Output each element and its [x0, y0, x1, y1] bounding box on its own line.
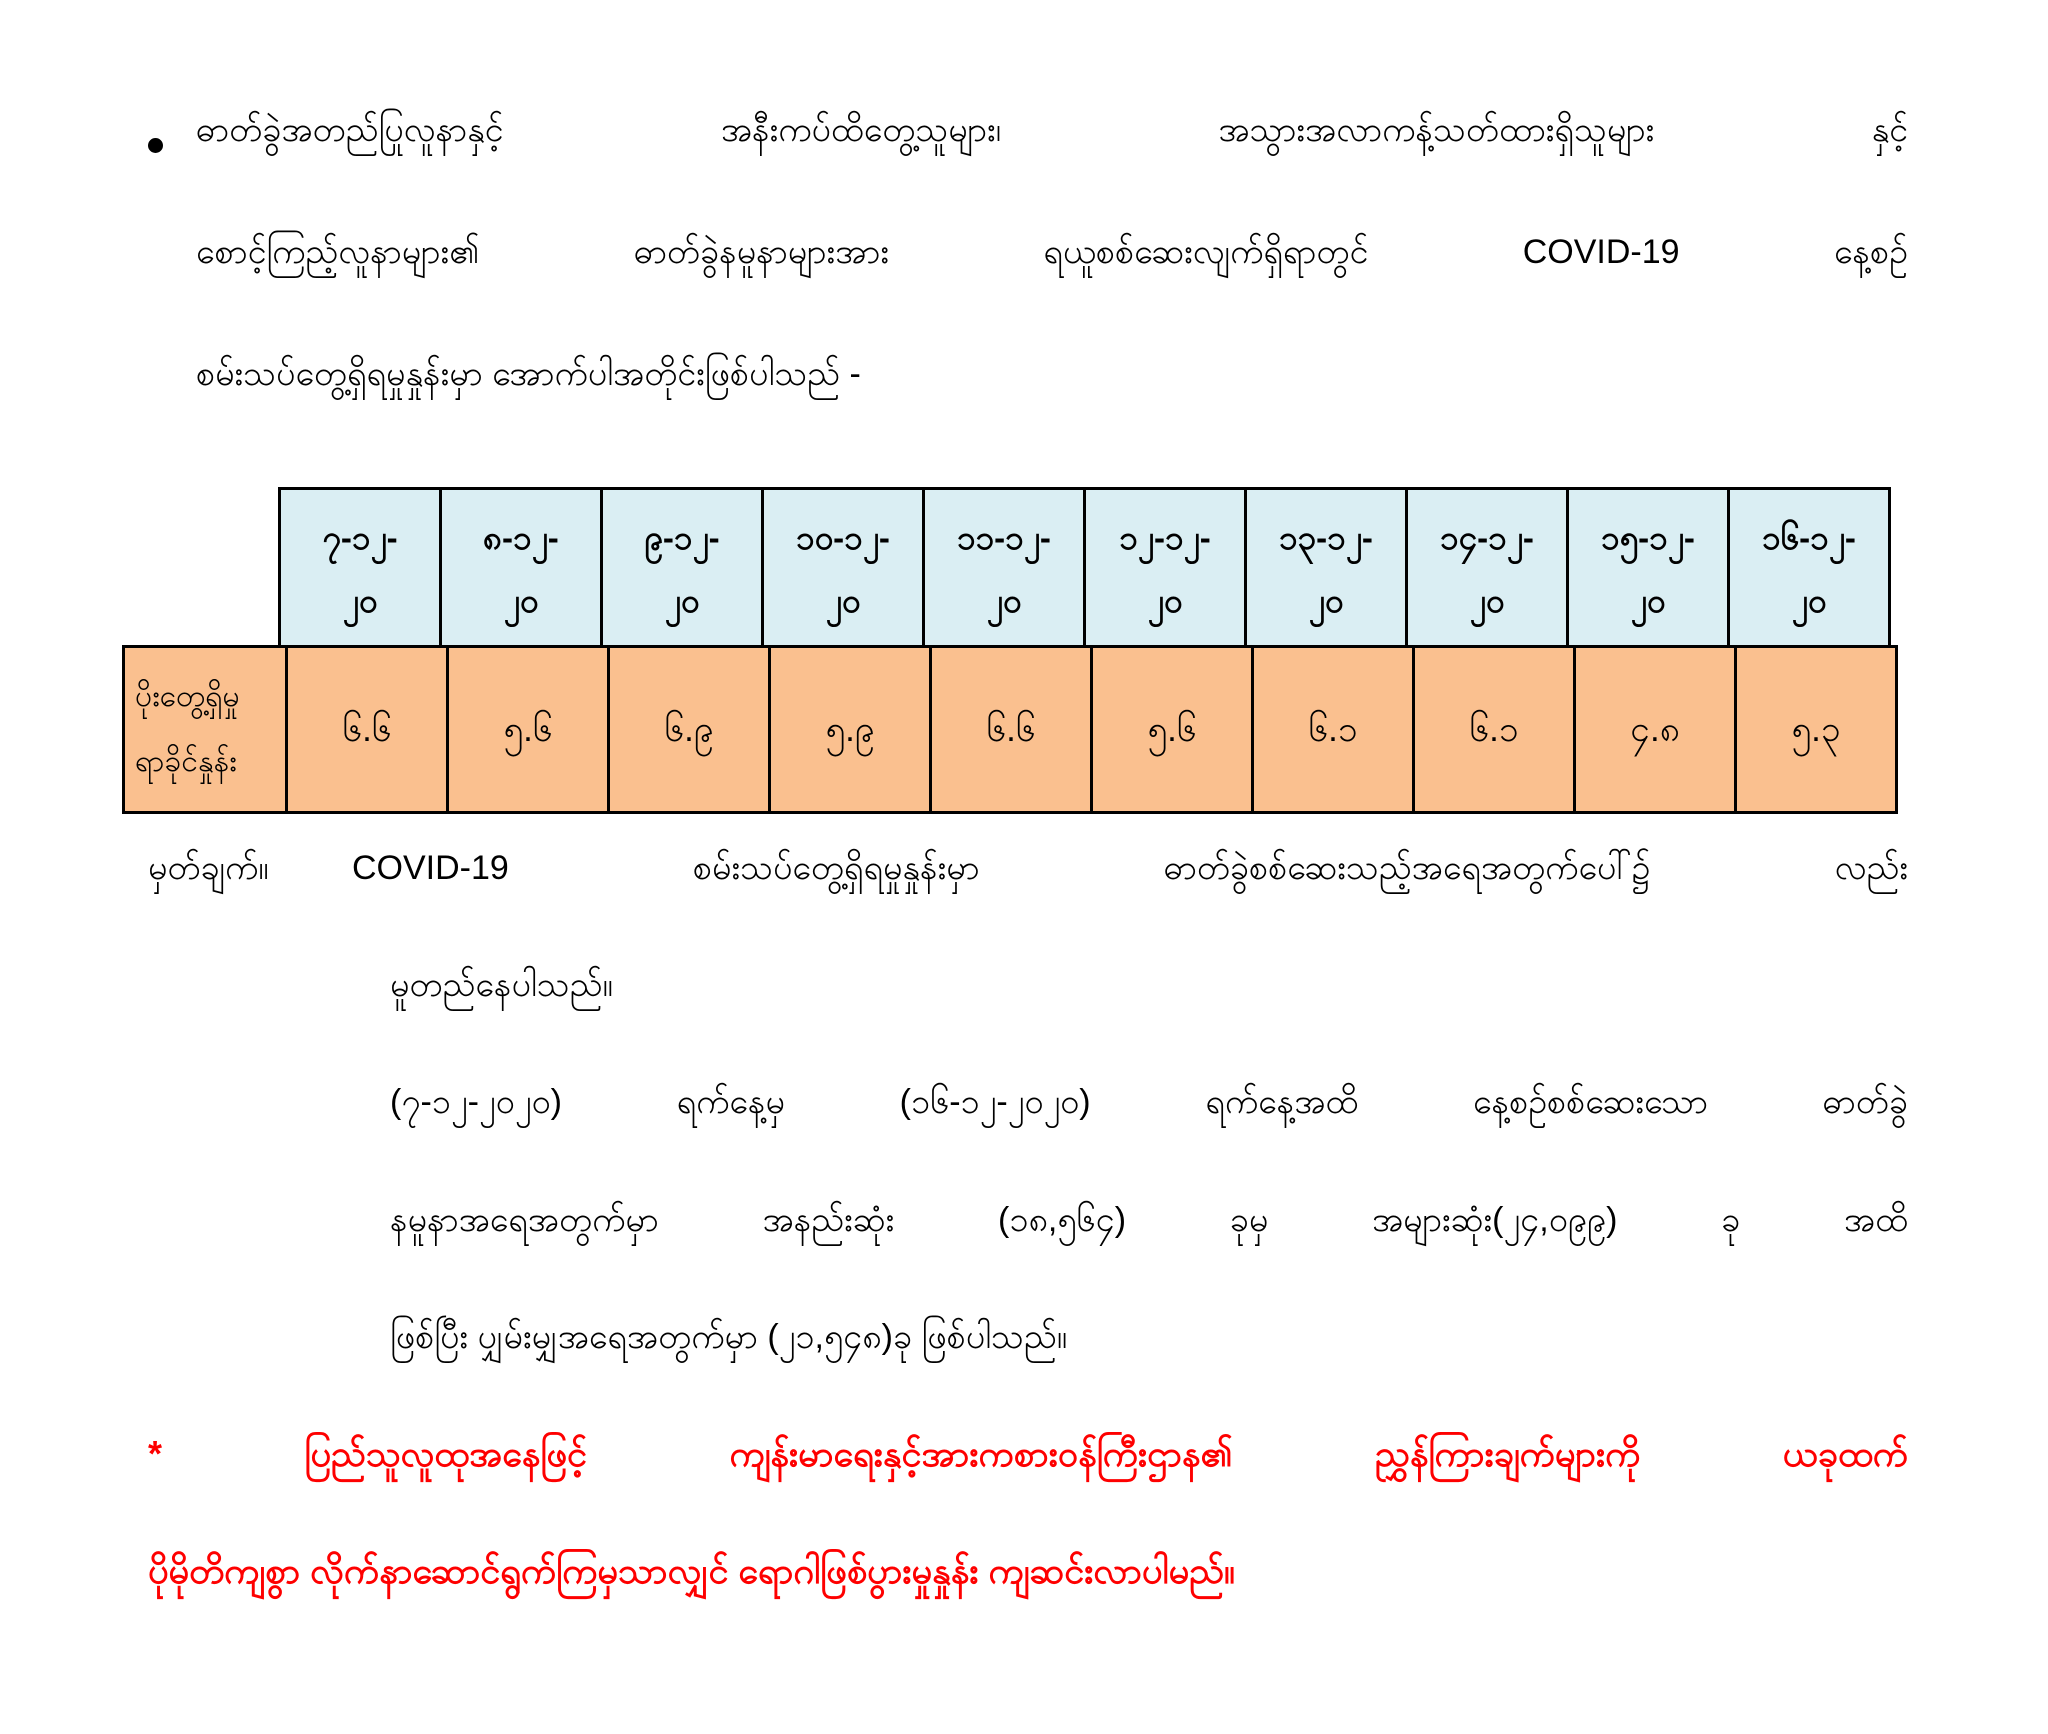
note-line: (၇-၁၂-၂၀၂၀) ရက်နေ့မှ (၁၆-၁၂-၂၀၂၀) ရက်နေ့အထိ နေ့စဉ်စစ်ဆေးသော ဓာတ်ခွဲ [390, 1083, 1908, 1121]
note-label: မှတ်ချက်။ [148, 849, 269, 887]
date-line2: ၂၀ [1791, 582, 1827, 620]
table-value-cell: ၅.၉ [768, 645, 932, 814]
table-header-row [278, 487, 1891, 645]
date-line2: ၂၀ [664, 582, 700, 620]
date-line1: ၈-၁၂- [483, 518, 559, 556]
bullet-icon [148, 138, 163, 153]
table-value-cell: ၆.၁ [1251, 645, 1415, 814]
table-value-cell: ၆.၆ [285, 645, 449, 814]
table-value-cell: ၆.၉ [607, 645, 771, 814]
table-header-cell [439, 487, 603, 651]
date-line2: ၂၀ [1147, 582, 1183, 620]
date-line1: ၉-၁၂- [644, 518, 720, 556]
table-header-cell [1244, 487, 1408, 651]
date-line1: ၇-၁၂- [322, 518, 398, 556]
table-value-cell: ၆.၁ [1412, 645, 1576, 814]
date-line1: ၁၂-၁၂- [1119, 518, 1211, 556]
paragraph-line: စမ်းသပ်တွေ့ရှိရမှုနှုန်းမှာ အောက်ပါအတိုင်းဖြစ်ပါသည် - [196, 355, 861, 393]
table-value-cell: ၆.၆ [929, 645, 1093, 814]
note-line: မူတည်နေပါသည်။ [390, 966, 613, 1004]
table-header-cell [1566, 487, 1730, 651]
date-line1: ၁၆-၁၂- [1762, 518, 1856, 556]
date-line2: ၂၀ [503, 582, 539, 620]
warning-line: * ပြည်သူလူထုအနေဖြင့် ကျန်းမာရေးနှင့်အားကစားဝန်ကြီးဌာန၏ ညွှန်ကြားချက်များကို ယခုထက် [148, 1433, 1908, 1474]
table-header-cell [600, 487, 764, 651]
table-row-label-cell [122, 645, 288, 814]
table-header-cell [761, 487, 925, 651]
note-line: ဖြစ်ပြီး ပျှမ်းမျှအရေအတွက်မှာ (၂၁,၅၄၈)ခု ဖြစ်ပါသည်။ [390, 1318, 1068, 1356]
table-data-row [122, 645, 1898, 808]
date-line2: ၂၀ [1308, 582, 1344, 620]
date-line1: ၁၃-၁၂- [1279, 518, 1373, 556]
date-line2: ၂၀ [1630, 582, 1666, 620]
date-line1: ၁၁-၁၂- [957, 518, 1051, 556]
table-value-cell: ၄.၈ [1573, 645, 1737, 814]
date-line2: ၂၀ [986, 582, 1022, 620]
table-value-cell: ၅.၃ [1734, 645, 1898, 814]
table-header-cell [278, 487, 442, 651]
table-value-cell: ၅.၆ [446, 645, 610, 814]
table-header-cell [1727, 487, 1891, 651]
date-line1: ၁၀-၁၂- [796, 518, 890, 556]
date-line1: ၁၅-၁၂- [1601, 518, 1695, 556]
table-value-cell: ၅.၆ [1090, 645, 1254, 814]
date-line1: ၁၄-၁၂- [1440, 518, 1534, 556]
note-line: နမူနာအရေအတွက်မှာ အနည်းဆုံး (၁၈,၅၆၄) ခုမှ အများဆုံး(၂၄,၀၉၉) ခု အထိ [390, 1201, 1908, 1239]
table-header-cell [1405, 487, 1569, 651]
row-label-line2: ရာခိုင်နှုန်း [135, 744, 237, 778]
warning-line: ပိုမိုတိကျစွာ လိုက်နာဆောင်ရွက်ကြမှသာလျှင် ရောဂါဖြစ်ပွားမှုနှုန်း ကျဆင်းလာပါမည်။ [148, 1550, 1235, 1591]
table-header-cell [1083, 487, 1247, 651]
date-line2: ၂၀ [342, 582, 378, 620]
row-label-line1: ပိုးတွေ့ရှိမှု [135, 680, 240, 714]
date-line2: ၂၀ [825, 582, 861, 620]
paragraph-line: စောင့်ကြည့်လူနာများ၏ ဓာတ်ခွဲနမူနာများအား ရယူစစ်ဆေးလျက်ရှိရာတွင် COVID-19 နေ့စဉ် [196, 233, 1908, 271]
note-line: COVID-19 စမ်းသပ်တွေ့ရှိရမှုနှုန်းမှာ ဓာတ်ခွဲစစ်ဆေးသည့်အရေအတွက်ပေါ်၌ လည်း [352, 849, 1908, 887]
date-line2: ၂၀ [1469, 582, 1505, 620]
paragraph-line: ဓာတ်ခွဲအတည်ပြုလူနာနှင့် အနီးကပ်ထိတွေ့သူများ၊ အသွားအလာကန့်သတ်ထားရှိသူများ နှင့် [196, 111, 1908, 149]
table-header-cell [922, 487, 1086, 651]
